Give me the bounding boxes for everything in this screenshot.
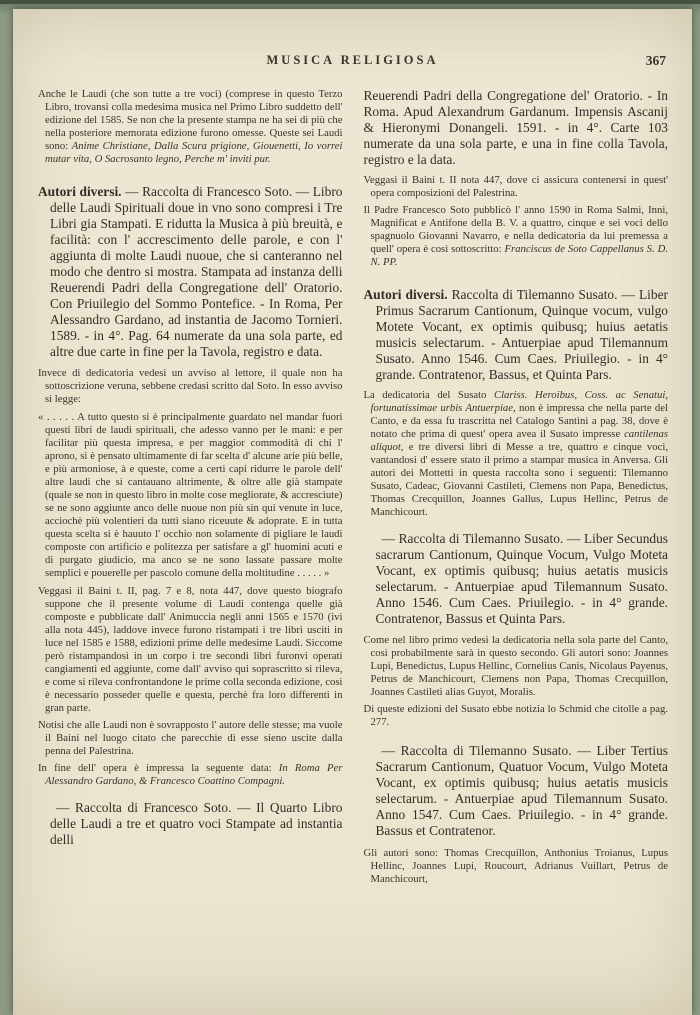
quote-text: « . . . . . A tutto questo si è principalmente guardato nel mandar fuori questi libri de laudi spirituali, che adesso vanno per le mani: e per facilitar più questa impresa, e per maggior commodità di chi l' aprono, si è pensato ultimamente di far scelta d' alcune arie più belle, e più armoniose, à e queste, come a certi capi ridurre le parole dell' altre laudi che si cantauano altrimente, & oltre alle già stampate (quale se non in questo libro in molte cose megliorate, & accresciute) se ne sono aggiunte anco delle nuoue non più sin qui venute in luce, acciochè più volentieri da tutti siano riceuute & adoprate. E in tutta questa scelta si è hauuto l' occhio non solamente di pigliare le laudi composte con artificio e politezza per satisfare a gl' huomini acuti e di purgato giudicio, ma anco se ne sono lassate passare molte semplici e pouerelle per pascolo comune della moltitudine . . . . . » [38, 411, 343, 579]
note-text: non è impressa che nella parte del Canto, e da essa fu trascritta nel Catalogo Santini a pag. 38, dove è notato che prima di quest' opera avea il Susato impresse [370, 402, 668, 440]
note-avviso-lettore [38, 367, 343, 406]
quote-avviso [38, 411, 343, 580]
note-text: Anche le Laudi (che son tutte a tre voci) (comprese in questo Terzo Libro, trovansi colla medesima musica nel Primo Libro suddetto dell' edizione del 1585. Se non che la presente stampa ne ha sei di più che nella posteriore memorata edizione furono omesse. Queste sei Laudi sono: [38, 88, 343, 152]
note-baini-contenersi [364, 174, 669, 200]
entry-text: — Raccolta di Tilemanno Susato. — Liber Secundus sacrarum Cantionum, Quinque Vocum, Vulgo Moteta Vocant, ex optimis quibusq; huius aetatis musicis selectarum. - Antuerpiae apud Tilemannum Susato. Anno 1546. Cum Caes. Priuilegio. - in 4° grande. Contratenor, Bassus et Quinta Pars. [375, 531, 668, 626]
page-header [13, 53, 692, 71]
note-baini-nota-447 [38, 585, 343, 715]
note-text: Veggasi il Baini t. II, pag. 7 e 8, nota 447, dove questo biografo suppone che il presente volume di Laudi contenga quelle già composte e pubblicate dall' Animuccia negli anni 1565 e 1570 (ivi alla nota 445), laddove invece furono ristampati i tre libri usciti in luce nel 1585 e 1588, edizioni prime delle medesime Laudi. Siccome però ristampandosi in un corpo i tre secondi libri furonvi operati cangiamenti ed aggiunte, come dall' avviso qui soprascritto si rileva, e come si rileva confrontandone le prime colla seconda edizione, così è necessario posseder quelle e questa, perchè fra loro differenti in gran parte. [38, 585, 343, 714]
page-number: 367 [645, 53, 666, 68]
entry-lead: Autori diversi. [38, 184, 122, 199]
subscription-italic: Franciscus de Soto Cappellanus S. D. N. PP. [370, 243, 668, 268]
entry-quarto-libro-laudi [38, 800, 343, 848]
note-text: Di queste edizioni del Susato ebbe notizia lo Schmid che citolle a pag. 277. [363, 703, 668, 728]
note-text: e tre diversi libri di Messe a tre, quattro e cinque voci, vantandosi d' essere stato il primo a stampar musica in Anversa. Gli autori dei Mottetti in questa raccolta sono i seguenti: Tilemanno Susato, Cadeac, Giovanni Castileti, Clemens non Papa, Benedictus, Thomas Crecquillon, Joannes Gallus, Lupus Hellinc, Petrus de Manchicourt. [370, 441, 668, 518]
entry-text: Reuerendi Padri della Congregatione del' Oratorio. - In Roma. Apud Alexandrum Gardanum. Impensis Ascanij & Hieronymi Donangeli. 1591. - in 4°. Carte 103 numerate da una sola parte, e una in fine colla Tavola, registro e la data. [363, 88, 668, 167]
note-dedicatoria-susato [364, 389, 669, 519]
note-schmid [364, 703, 669, 729]
right-column [364, 88, 669, 886]
text-columns [13, 71, 692, 886]
note-libro-primo-dedicatoria [364, 634, 669, 699]
entry-susato-liber-primus [364, 287, 669, 383]
laudi-titles-italic: Anime Christiane, Dalla Scura prigione, Giouenetti, Io vorrei mutar vita, O Sacrosanto legno, Perche m' inviti pur. [45, 140, 343, 165]
note-autori-liber-tertius [364, 847, 669, 886]
entry-susato-liber-tertius [364, 743, 669, 839]
note-text: La dedicatoria del Susato [363, 389, 494, 401]
entry-lead: Autori diversi. [363, 287, 448, 302]
note-laudi-terzo-libro [38, 88, 343, 166]
left-column [38, 88, 343, 886]
dedication-italic: Clariss. Heroibus, Coss. ac Senatui, fortunatissimae urbis Antuerpiae, [370, 389, 668, 414]
note-text: Veggasi il Baini t. II nota 447, dove ci assicura contenersi in quest' opera composizioni del Palestrina. [363, 174, 668, 199]
note-text: Invece di dedicatoria vedesi un avviso al lettore, il quale non ha sottoscrizione veruna, sebbene credasi scritto dal Soto. In esso avviso si legge: [38, 367, 343, 405]
note-autore-laudi [38, 719, 343, 758]
entry-text: Raccolta di Tilemanno Susato. — Liber Primus Sacrarum Cantionum, Quinque vocum, vulgo Motete Vocant, ex optimis quibusq; huius aetatis musicis selectarum. - Antuerpiae apud Tilemannum Susato. Anno 1546. Cum Caes. Priuilegio. - in 4° grande. Contratenor, Bassus, et Quinta Pars. [375, 287, 668, 382]
cantilenas-italic: cantilenas aliquot, [370, 428, 668, 453]
note-text: Come nel libro primo vedesi la dedicatoria nella sola parte del Canto, così probabilmente sarà in questo secondo. Gli autori sono: Joannes Lupi, Benedictus, Lupus Hellinc, Cornelius Canis, Nicolaus Payenus, Petrus de Manchicourt, Clemens non Papa, Thomas Crecquillon, Joannes Castileti alias Guyot, Moralis. [363, 634, 668, 698]
entry-text: — Raccolta di Tilemanno Susato. — Liber Tertius Sacrarum Cantionum, Quatuor Vocum, Vulgo Moteta Vocant, ex optimis quibusq; huius aetatis musicis selectarum. - Antuerpiae apud Tilemannum Susato. Anno 1547. Cum Caes. Priuilegio. - in 4° grande. Bassus et Contratenor. [375, 743, 668, 838]
entry-text: — Raccolta di Francesco Soto. — Il Quarto Libro delle Laudi a tre et quatro voci Stampate ad instantia delli [50, 800, 343, 847]
note-soto-1590 [364, 204, 669, 269]
note-text: Gli autori sono: Thomas Crecquillon, Anthonius Troianus, Lupus Hellinc, Joannes Lupi, Roucourt, Adrianus Vuillart, Petrus de Manchicourt, [363, 847, 668, 885]
entry-quarto-libro-continuation [364, 88, 669, 168]
colophon-italic: In Roma Per Alessandro Gardano, & Francesco Coattino Compagni. [45, 762, 343, 787]
note-data-finale [38, 762, 343, 788]
entry-text: — Raccolta di Francesco Soto. — Libro delle Laudi Spirituali doue in vno sono compresi i Tre Libri gia Stampati. E ridutta la Musica à più breuità, e facilità: con l' accrescimento delle parole, e con l' aggiunta di molte Laudi nuoue, che si canteranno nel modo che dentro si mostra. Stampata ad instanza delli Reuerendi Padri della Congregatione dell' Oratorio. Con Priuilegio del Sommo Pontefice. - In Roma, Per Alessandro Gardano, ad instantia de Jacomo Tornieri. 1589. - in 4°. Pag. 64 numerate da una sola parte, ed altre due carte in fine per la Tavola, registro e data. [50, 184, 343, 359]
running-title: MUSICA RELIGIOSA [266, 53, 439, 67]
note-text: Il Padre Francesco Soto pubblicò l' anno 1590 in Roma Salmi, Inni, Magnificat e Antifone della B. V. a quattro, cinque e sei voci dello spagnuolo Giovanni Navarro, e nella dedicatoria da lui premessa a quell' opera è così sottoscritto: [363, 204, 668, 255]
entry-susato-liber-secundus [364, 531, 669, 627]
entry-soto-laudi-spirituali [38, 184, 343, 360]
book-page [13, 9, 692, 1015]
note-text: Notisi che alle Laudi non è sovrapposto l' autore delle stesse; ma vuole il Baini nel luogo citato che parecchie di esse sieno uscite dalla penna del Palestrina. [38, 719, 343, 757]
note-text: In fine dell' opera è impressa la seguente data: [38, 762, 279, 774]
